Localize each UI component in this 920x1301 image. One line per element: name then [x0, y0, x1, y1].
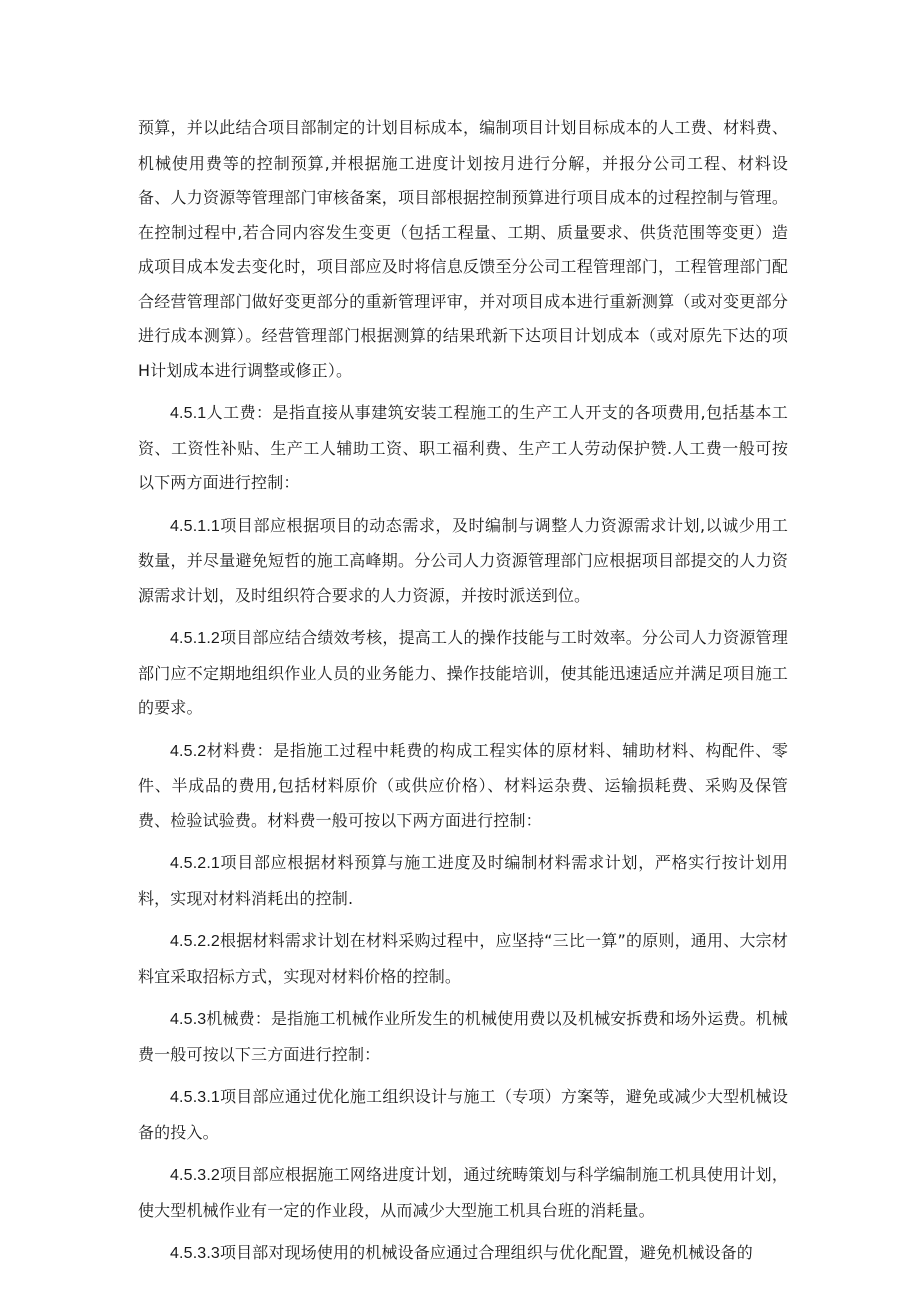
paragraph-text: 项目部应结合绩效考核，提高工人的操作技能与工时效率。分公司人力资源管理部门应不定期地组织作业人员的业务能力、操作技能培训，使其能迅速适应并满足项目施工的要求。 [138, 628, 788, 717]
paragraph-4-5-3-3 [138, 1236, 788, 1272]
paragraph-text: 项目部应通过优化施工组织设计与施工（专项）方案等，避免或减少大型机械设备的投入。 [138, 1087, 788, 1142]
section-number: 4.5.3.2 [170, 1167, 220, 1184]
paragraph-4-5-3-1 [138, 1080, 788, 1150]
paragraph-4-5-1-2 [138, 621, 788, 726]
paragraph-text: 预算，并以此结合项目部制定的计划目标成本，编制项目计划目标成本的人工费、材料费、机械使用费等的控制预算,并根据施工进度计划按月进行分解，并报分公司工程、材料设备、人力资源等管理部门审核备案，项目部根据控制预算进行项目成本的过程控制与管理。在控制过程中,若合同内容发生变更（包括工程量、工期、质量要求、供货范围等变更）造成项目成本发去变化时，项目部应及时将信息反馈至分公司工程管理部门，工程管理部门配合经营管理部门做好变更部分的重新管理评审，并对项目成本进行重新测算（或对变更部分进行成本测算）。经营管理部门根据测算的结果玳新下达项目计划成本（或对原先下达的项H计划成本进行调整或修正）。 [138, 118, 788, 380]
paragraph-4-5-3-2 [138, 1158, 788, 1228]
section-number: 4.5.2.2 [170, 933, 220, 950]
section-number: 4.5.1 [170, 405, 207, 422]
section-number: 4.5.1.2 [170, 630, 220, 647]
paragraph-text: 人工费：是指直接从事建筑安装工程施工的生产工人开支的各项费用,包括基本工资、工资性补贴、生产工人辅助工资、职工福利费、生产工人劳动保护赞.人工费一般可按以下两方面进行控制： [138, 403, 788, 492]
paragraph-4-5-3 [138, 1002, 788, 1072]
paragraph-4-5-2-2 [138, 924, 788, 994]
paragraph-text: 根据材料需求计划在材料采购过程中，应坚持“三比一算”的原则，通用、大宗材料宜采取招标方式，实现对材料价格的控制。 [138, 931, 788, 986]
paragraph-text: 项目部应根据项目的动态需求，及时编制与调整人力资源需求计划,以诚少用工数量，并尽量避免短哲的施工高峰期。分公司人力资源管理部门应根据项目部提交的人力资源需求计划，及时组织符合要求的人力资源，并按时派送到位。 [138, 515, 788, 605]
section-number: 4.5.3 [170, 1011, 207, 1028]
paragraph-4-5-1-1 [138, 509, 788, 614]
paragraph-text: 机械费：是指施工机械作业所发生的机械使用费以及机械安拆费和场外运费。机械费一般可按以下三方面进行控制： [138, 1009, 788, 1064]
paragraph-text: 项目部应根据材料预算与施工进度及时编制材料需求计划，严格实行按计划用料，实现对材料消耗出的控制. [138, 853, 788, 908]
paragraph-4-5-2 [138, 734, 788, 839]
paragraph-text: 项目部应根据施工网络进度计划，通过统畴策划与科学编制施工机具使用计划，使大型机械作业有一定的作业段，从而减少大型施工机具台班的消耗量。 [138, 1165, 788, 1220]
section-number: 4.5.3.1 [170, 1089, 220, 1106]
section-number: 4.5.2 [170, 742, 207, 760]
paragraph-text: 材料费：是指施工过程中耗费的构成工程实体的原材料、辅助材料、构配件、零件、半成品的费用,包括材料原价（或供应价格）、材料运杂费、运输损耗费、采购及保管费、检验试验费。材料费一般可按以下两方面进行控制： [138, 740, 788, 830]
section-number: 4.5.3.3 [170, 1245, 220, 1262]
document-body [138, 111, 788, 1280]
paragraph-4-5-2-1 [138, 846, 788, 916]
paragraph-text: 项目部对现场使用的机械设备应通过合理组织与优化配置，避免机械设备的 [219, 1243, 753, 1262]
paragraph-intro [138, 111, 788, 388]
paragraph-4-5-1 [138, 396, 788, 501]
section-number: 4.5.1.1 [170, 517, 220, 535]
section-number: 4.5.2.1 [170, 855, 220, 872]
